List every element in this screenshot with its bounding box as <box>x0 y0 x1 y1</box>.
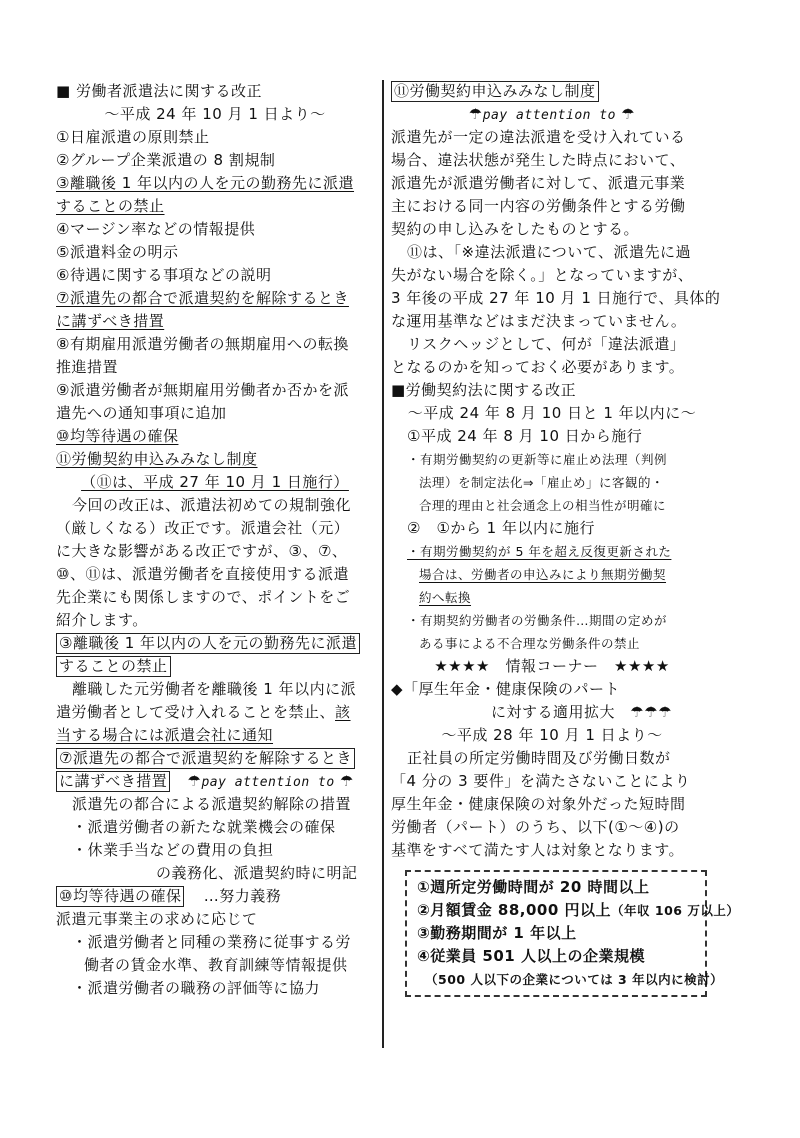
list-item: 遣先への通知事項に追加 <box>56 404 227 422</box>
section-11-body: 場合、違法状態が発生した時点において、 <box>391 151 686 169</box>
labor-item-body: 約へ転換 <box>419 590 472 605</box>
list-item: ②グループ企業派遣の 8 割規制 <box>56 151 276 169</box>
pay-attention-label: pay attention to <box>201 775 335 790</box>
insurance-body: 「4 分の 3 要件」を満たさないことにより <box>391 772 691 790</box>
intro-paragraph-line: （厳しくなる）改正です。派遣会社（元） <box>56 519 350 537</box>
insurance-title: ◆「厚生年金・健康保険のパート <box>391 680 621 698</box>
labor-item-body: 法理）を制定法化⇒「雇止め」に客観的・ <box>419 475 664 490</box>
umbrella-icon: ☂ <box>339 772 354 790</box>
section-7-body: 派遣先の都合による派遣契約解除の措置 <box>72 795 352 813</box>
section-11-body: 3 年後の平成 27 年 10 月 1 日施行で、具体的 <box>391 289 721 307</box>
section-3-body: 離職した元労働者を離職後 1 年以内に派 <box>72 680 357 698</box>
intro-paragraph-line: 先企業にも関係しますので、ポイントをご <box>56 588 351 606</box>
section-11-body: 派遣先が派遣労働者に対して、派遣元事業 <box>391 174 686 192</box>
section-11-body: 失がない場合を除く。」となっていますが、 <box>391 266 694 284</box>
intro-paragraph-line: に大きな影響がある改正ですが、③、⑦、 <box>56 542 348 560</box>
labor-item-body: ・有期労働契約が 5 年を超え反復更新された <box>407 544 672 559</box>
left-column <box>56 80 374 1000</box>
insurance-body: 正社員の所定労働時間及び労働日数が <box>407 749 671 767</box>
insurance-title: に対する適用拡大 <box>491 703 616 721</box>
section-11-body: ⑪は、「※違法派遣について、派遣先に過 <box>407 243 691 261</box>
section-11-body: となるのかを知っておく必要があります。 <box>391 358 685 376</box>
labor-item-title: ② ①から 1 年以内に施行 <box>407 519 595 537</box>
criteria-note: （500 人以下の企業については 3 年以内に検討） <box>425 972 724 987</box>
pay-attention-label: pay attention to <box>482 108 616 123</box>
umbrella-icon: ☂ <box>187 772 202 790</box>
insurance-subheading: ～平成 28 年 10 月 1 日より～ <box>441 726 663 744</box>
column-divider <box>382 80 384 1048</box>
list-item: に講ずべき措置 <box>56 312 165 330</box>
list-item: ⑤派遣料金の明示 <box>56 243 179 261</box>
intro-paragraph-line: ⑩、⑪は、派遣労働者を直接使用する派遣 <box>56 565 349 583</box>
section-7-title: ⑦派遣先の都合で派遣契約を解除するとき <box>56 748 355 769</box>
section-10-body: 派遣元事業主の求めに応じて <box>56 910 258 928</box>
section-11-body: な運用基準などはまだ決まっていません。 <box>391 312 687 330</box>
labor-item-body: 場合は、労働者の申込みにより無期労働契 <box>419 567 667 582</box>
insurance-body: 基準をすべて満たす人は対象となります。 <box>391 841 685 859</box>
umbrella-icon: ☂ <box>468 105 483 123</box>
section-7-body: ・派遣労働者の新たな就業機会の確保 <box>72 818 336 836</box>
labor-item-body: ある事による不合理な労働条件の禁止 <box>419 636 641 651</box>
section-3-title: ③離職後 1 年以内の人を元の勤務先に派遣 <box>56 633 360 654</box>
criteria-item: ③勤務期間が 1 年以上 <box>417 924 577 942</box>
labor-contract-subheading: ～平成 24 年 8 月 10 日と 1 年以内に～ <box>407 404 697 422</box>
labor-item-title: ①平成 24 年 8 月 10 日から施行 <box>407 427 643 445</box>
section-heading: ■ 労働者派遣法に関する改正 <box>56 82 262 100</box>
section-7-title: に講ずべき措置 <box>56 771 170 792</box>
umbrella-icon: ☂☂☂ <box>630 703 673 721</box>
section-7-body: ・休業手当などの費用の負担 <box>72 841 274 859</box>
list-item: ⑪労働契約申込みみなし制度 <box>56 450 258 468</box>
section-3-title: することの禁止 <box>56 656 171 677</box>
section-11-body: 派遣先が一定の違法派遣を受け入れている <box>391 128 686 146</box>
list-item: ⑦派遣先の都合で派遣契約を解除するとき <box>56 289 349 307</box>
section-10-note: …努力義務 <box>203 887 282 905</box>
criteria-item: ④従業員 501 人以上の企業規模 <box>417 947 645 965</box>
section-11-title: ⑪労働契約申込みみなし制度 <box>391 81 599 102</box>
list-item: ④マージン率などの情報提供 <box>56 220 256 238</box>
list-item: することの禁止 <box>56 197 165 215</box>
criteria-item: ②月額賃金 88,000 円以上 <box>417 901 612 919</box>
intro-paragraph-line: 今回の改正は、派遣法初めての規制強化 <box>72 496 352 514</box>
list-item-note: （⑪は、平成 27 年 10 月 1 日施行） <box>81 473 349 491</box>
section-10-body: ・派遣労働者と同種の業務に従事する労 <box>72 933 352 951</box>
section-10-title: ⑩均等待遇の確保 <box>56 886 184 907</box>
criteria-box <box>405 870 740 997</box>
list-item: ⑨派遣労働者が無期雇用労働者か否かを派 <box>56 381 349 399</box>
section-10-body: 働者の賃金水準、教育訓練等情報提供 <box>84 956 348 974</box>
criteria-note: （年収 106 万以上） <box>611 903 740 918</box>
list-item: ③離職後 1 年以内の人を元の勤務先に派遣 <box>56 174 355 192</box>
section-subheading: ～平成 24 年 10 月 1 日より～ <box>104 105 326 123</box>
list-item: ⑩均等待遇の確保 <box>56 427 179 445</box>
right-column <box>391 80 740 997</box>
intro-paragraph-line: 紹介します。 <box>56 611 148 629</box>
section-11-body: 主における同一内容の労働条件とする労働 <box>391 197 686 215</box>
insurance-body: 厚生年金・健康保険の対象外だった短時間 <box>391 795 686 813</box>
list-item: ⑥待遇に関する事項などの説明 <box>56 266 272 284</box>
section-3-body: 遣労働者として受け入れることを禁止、 <box>56 703 336 721</box>
list-item: 推進措置 <box>56 358 119 376</box>
section-11-body: リスクヘッジとして、何が「違法派遣」 <box>407 335 686 353</box>
section-10-body: ・派遣労働者の職務の評価等に協力 <box>72 979 321 997</box>
labor-item-body: 合理的理由と社会通念上の相当性が明確に <box>419 498 667 513</box>
section-11-body: 契約の申し込みをしたものとする。 <box>391 220 640 238</box>
labor-contract-heading: ■労働契約法に関する改正 <box>391 381 577 399</box>
section-7-body: の義務化、派遣契約時に明記 <box>156 864 358 882</box>
criteria-item: ①週所定労働時間が 20 時間以上 <box>417 878 650 896</box>
labor-item-body: ・有期契約労働者の労働条件…期間の定めが <box>407 613 668 628</box>
section-3-body: 該 <box>335 703 351 721</box>
umbrella-icon: ☂ <box>621 105 636 123</box>
section-3-body: 当する場合には派遣会社に通知 <box>56 726 274 744</box>
list-item: ⑧有期雇用派遣労働者の無期雇用への転換 <box>56 335 349 353</box>
list-item: ①日雇派遣の原則禁止 <box>56 128 210 146</box>
info-corner-banner: ★★★★ 情報コーナー ★★★★ <box>434 657 670 675</box>
labor-item-body: ・有期労働契約の更新等に雇止め法理（判例 <box>407 452 668 467</box>
insurance-body: 労働者（パート）のうち、以下(①～④)の <box>391 818 680 836</box>
